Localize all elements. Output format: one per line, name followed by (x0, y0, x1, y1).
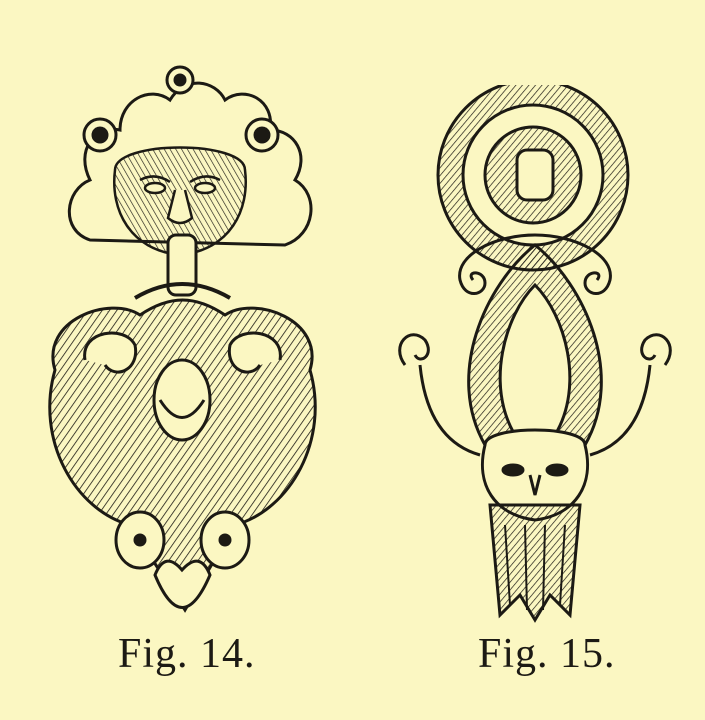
bearded-knocker-drawing (385, 85, 685, 635)
figure-15-illustration (385, 85, 685, 635)
figure-15-caption: Fig. 15. (478, 631, 616, 677)
figure-14-caption: Fig. 14. (118, 631, 256, 677)
figure-14-illustration (20, 40, 350, 640)
lion-knocker-drawing (20, 40, 350, 640)
pendant-body (50, 300, 315, 610)
bearded-mask (482, 430, 587, 620)
hinge-ring (517, 150, 553, 200)
